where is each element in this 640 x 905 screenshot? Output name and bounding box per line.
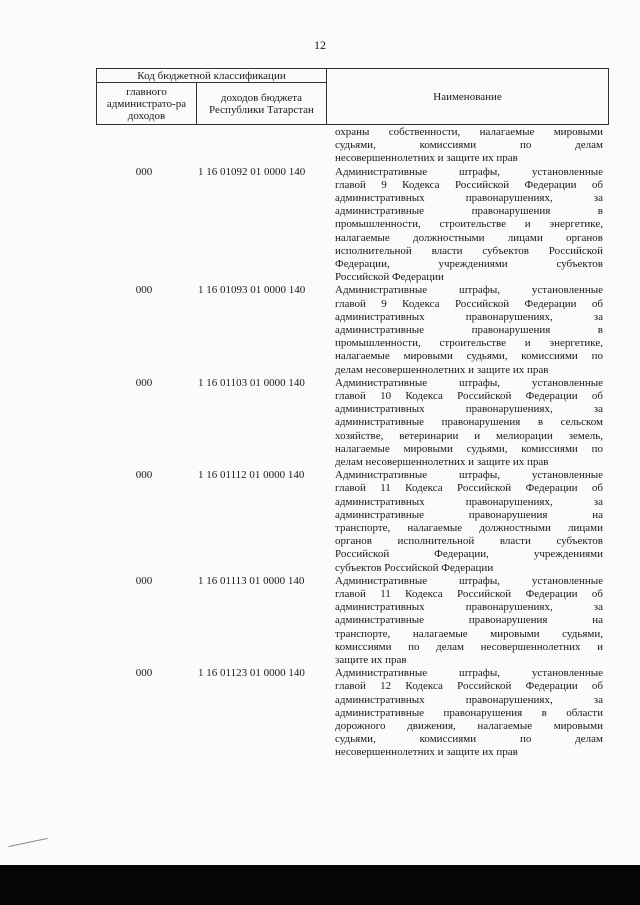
budget-code: 1 16 01123 01 0000 140 [198,667,305,680]
scan-bottom-edge [0,865,640,905]
budget-code: 1 16 01093 01 0000 140 [198,284,306,297]
description-line: промышленности, строительстве и энергетике, [335,337,603,350]
description-line: комиссиями по делам несовершеннолетних и [335,640,603,653]
description-line: несовершеннолетних и защите их прав [335,746,518,759]
description-line: налагаемые мировыми судьями, комиссиями по [335,350,603,363]
description-line: административных правонарушениях, за [335,693,603,706]
description-line: главой 9 Кодекса Российской Федерации об [335,297,603,310]
description-line: Российской Федерации [335,271,444,284]
description-line: административные правонарушения в [335,324,603,336]
header-budget-code-column: доходов бюджета Республики Татарстан [197,83,327,125]
description-line: промышленности, строительстве и энергетике, [335,218,603,231]
description-line: административных правонарушениях, за [335,403,603,416]
description-line: Административные штрафы, установленные [335,667,603,680]
description-line: охраны собственности, налагаемые мировыми [335,126,603,138]
admin-code: 000 [135,376,153,389]
budget-code: 1 16 01113 01 0000 140 [198,574,305,587]
description-line: административные правонарушения в [335,205,603,218]
description-line: дорожного движения, налагаемые мировыми [335,720,603,732]
description-line: судьями, комиссиями по делам [335,733,603,746]
description-line: административные правонарушения на [335,508,603,521]
description-line: главой 11 Кодекса Российской Федерации об [335,588,603,600]
description-line: защите их прав [335,654,407,667]
description-line: главой 12 Кодекса Российской Федерации об [335,680,603,693]
admin-code: 000 [135,667,153,680]
description-line: Административные штрафы, установленные [335,376,603,389]
description-line: Административные штрафы, установленные [335,284,603,297]
description-line: налагаемые мировыми судьями, комиссиями по [335,442,603,455]
description-line: главой 10 Кодекса Российской Федерации об [335,390,603,402]
description-line: административные правонарушения в области [335,706,603,719]
row-description [335,575,603,667]
description-line: несовершеннолетних и защите их прав [335,152,518,165]
row-description [335,126,603,166]
admin-code: 000 [135,469,153,482]
description-line: Федерации, учреждениями субъектов [335,258,603,271]
header-name-column: Наименование [327,69,609,125]
admin-code: 000 [135,574,153,587]
header-admin-code-column: главного администрато-ра доходов [97,83,197,125]
scan-artifact [8,838,47,847]
description-line: административные правонарушения в сельском [335,416,603,429]
description-line: транспорте, налагаемые мировыми судьями, [335,627,603,640]
row-description [335,166,603,285]
budget-code: 1 16 01092 01 0000 140 [198,165,306,178]
description-line: органов исполнительной власти субъектов [335,535,603,548]
row-description [335,469,603,575]
description-line: Административные штрафы, установленные [335,165,603,178]
header-group-label: Код бюджетной классификации [97,69,327,83]
row-description [335,667,603,759]
description-line: административных правонарушениях, за [335,601,603,614]
description-line: главой 11 Кодекса Российской Федерации об [335,482,603,495]
description-line: административные правонарушения на [335,614,603,627]
admin-code: 000 [135,165,153,178]
description-line: транспорте, налагаемые должностными лицами [335,522,603,534]
budget-code: 1 16 01112 01 0000 140 [198,469,305,482]
description-line: субъектов Российской Федерации [335,561,494,574]
description-line: Административные штрафы, установленные [335,574,603,587]
description-line: Российской Федерации, учреждениями [335,548,603,561]
description-line: административных правонарушениях, за [335,310,603,323]
page-number: 12 [314,38,326,52]
description-line: главой 9 Кодекса Российской Федерации об [335,178,603,191]
row-description [335,284,603,376]
budget-code: 1 16 01103 01 0000 140 [198,376,305,389]
table-header [96,68,609,125]
description-line: исполнительной власти субъектов Российской [335,244,603,257]
row-description [335,377,603,469]
admin-code: 000 [135,284,153,297]
description-line: Административные штрафы, установленные [335,469,603,482]
description-line: судьями, комиссиями по делам [335,139,603,152]
description-line: делам несовершеннолетних и защите их прав [335,363,549,376]
description-line: хозяйстве, ветеринарии и мелиорации земель, [335,429,603,442]
description-line: налагаемые должностными лицами органов [335,231,603,244]
description-line: делам несовершеннолетних и защите их прав [335,456,549,469]
description-line: административных правонарушениях, за [335,192,603,204]
description-line: административных правонарушениях, за [335,495,603,508]
